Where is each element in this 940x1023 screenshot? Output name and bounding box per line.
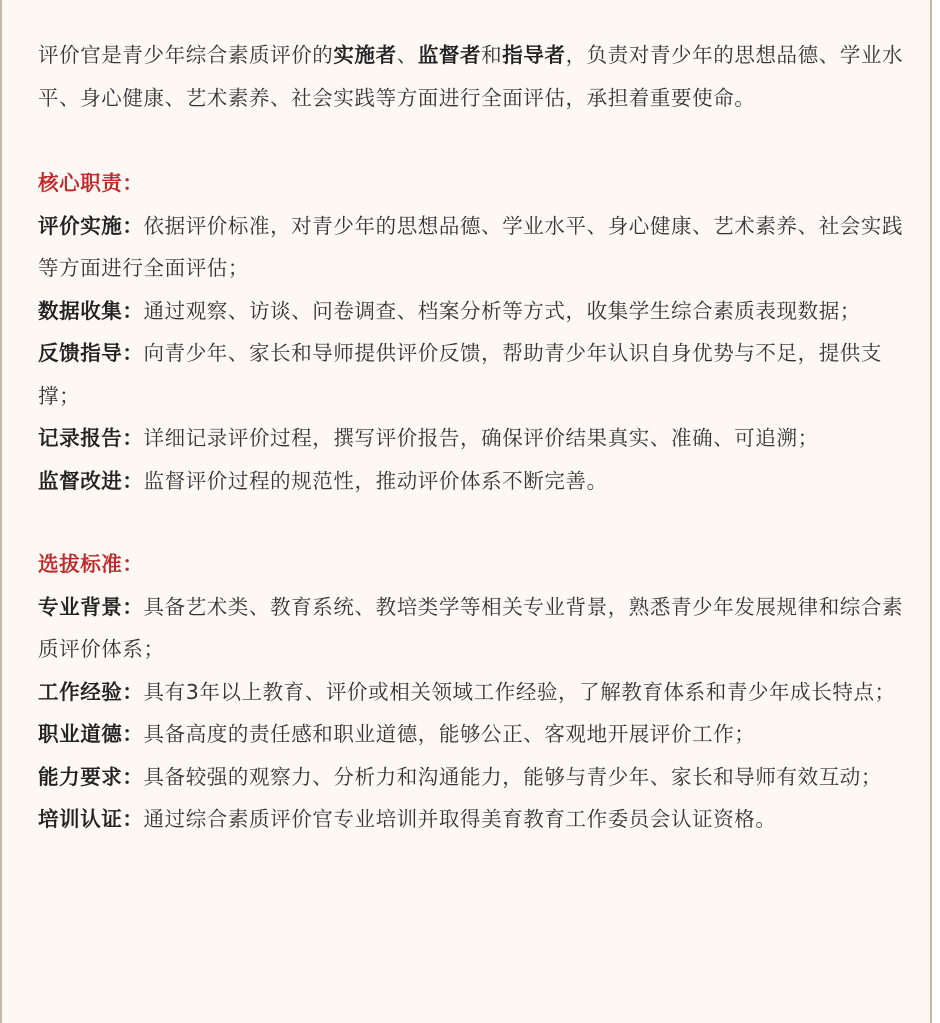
responsibility-term: 记录报告： <box>38 426 144 450</box>
criteria-term: 培训认证： <box>38 807 144 831</box>
criteria-item <box>38 756 910 799</box>
responsibility-text: 向青少年、家长和导师提供评价反馈，帮助青少年认识自身优势与不足，提供支撑； <box>38 341 882 408</box>
responsibility-item <box>38 332 910 417</box>
responsibility-text: 依据评价标准，对青少年的思想品德、学业水平、身心健康、艺术素养、社会实践等方面进行全面评估； <box>38 213 904 280</box>
criteria-term: 职业道德： <box>38 722 144 746</box>
intro-text-start: 评价官是青少年综合素质评价的 <box>38 43 334 67</box>
criteria-heading: 选拔标准： <box>38 552 144 576</box>
responsibility-item <box>38 460 910 503</box>
responsibility-term: 评价实施： <box>38 213 144 238</box>
criteria-text: 具备较强的观察力、分析力和沟通能力，能够与青少年、家长和导师有效互动； <box>143 764 882 789</box>
criteria-text: 具备高度的责任感和职业道德，能够公正、客观地开展评价工作； <box>143 722 756 746</box>
responsibility-item <box>38 290 910 333</box>
responsibility-term: 反馈指导： <box>38 341 144 365</box>
responsibility-text: 通过观察、访谈、问卷调查、档案分析等方式，收集学生综合素质表现数据； <box>143 298 861 323</box>
role-guide: 指导者 <box>502 43 566 67</box>
responsibility-term: 数据收集： <box>38 298 144 323</box>
responsibility-text: 监督评价过程的规范性，推动评价体系不断完善。 <box>143 468 608 493</box>
criteria-text: 具有3年以上教育、评价或相关领域工作经验，了解教育体系和青少年成长特点； <box>143 679 896 704</box>
article-content <box>38 34 910 841</box>
role-implementer: 实施者 <box>333 43 397 67</box>
responsibility-term: 监督改进： <box>38 468 144 493</box>
criteria-text: 具备艺术类、教育系统、教培类学等相关专业背景，熟悉青少年发展规律和综合素质评价体系； <box>38 594 904 661</box>
responsibility-item <box>38 417 910 460</box>
responsibilities-heading: 核心职责： <box>38 171 144 195</box>
criteria-item <box>38 713 910 756</box>
role-supervisor: 监督者 <box>417 43 482 67</box>
criteria-text: 通过综合素质评价官专业培训并取得美育教育工作委员会认证资格。 <box>143 807 777 831</box>
intro-separator: 、 <box>396 43 418 67</box>
criteria-term: 能力要求： <box>38 764 144 789</box>
criteria-term: 工作经验： <box>38 679 144 704</box>
intro-paragraph <box>38 34 910 119</box>
criteria-item <box>38 671 910 714</box>
intro-conjunction: 和 <box>481 43 503 67</box>
responsibility-item <box>38 205 910 290</box>
criteria-term: 专业背景： <box>38 594 144 619</box>
intro-text-end: ，负责对青少年的思想品德、学业水平、身心健康、艺术素养、社会实践等方面进行全面评估，承担着重要使命。 <box>38 43 904 110</box>
criteria-item <box>38 798 910 841</box>
responsibility-text: 详细记录评价过程，撰写评价报告，确保评价结果真实、准确、可追溯； <box>143 426 819 450</box>
criteria-item <box>38 586 910 671</box>
